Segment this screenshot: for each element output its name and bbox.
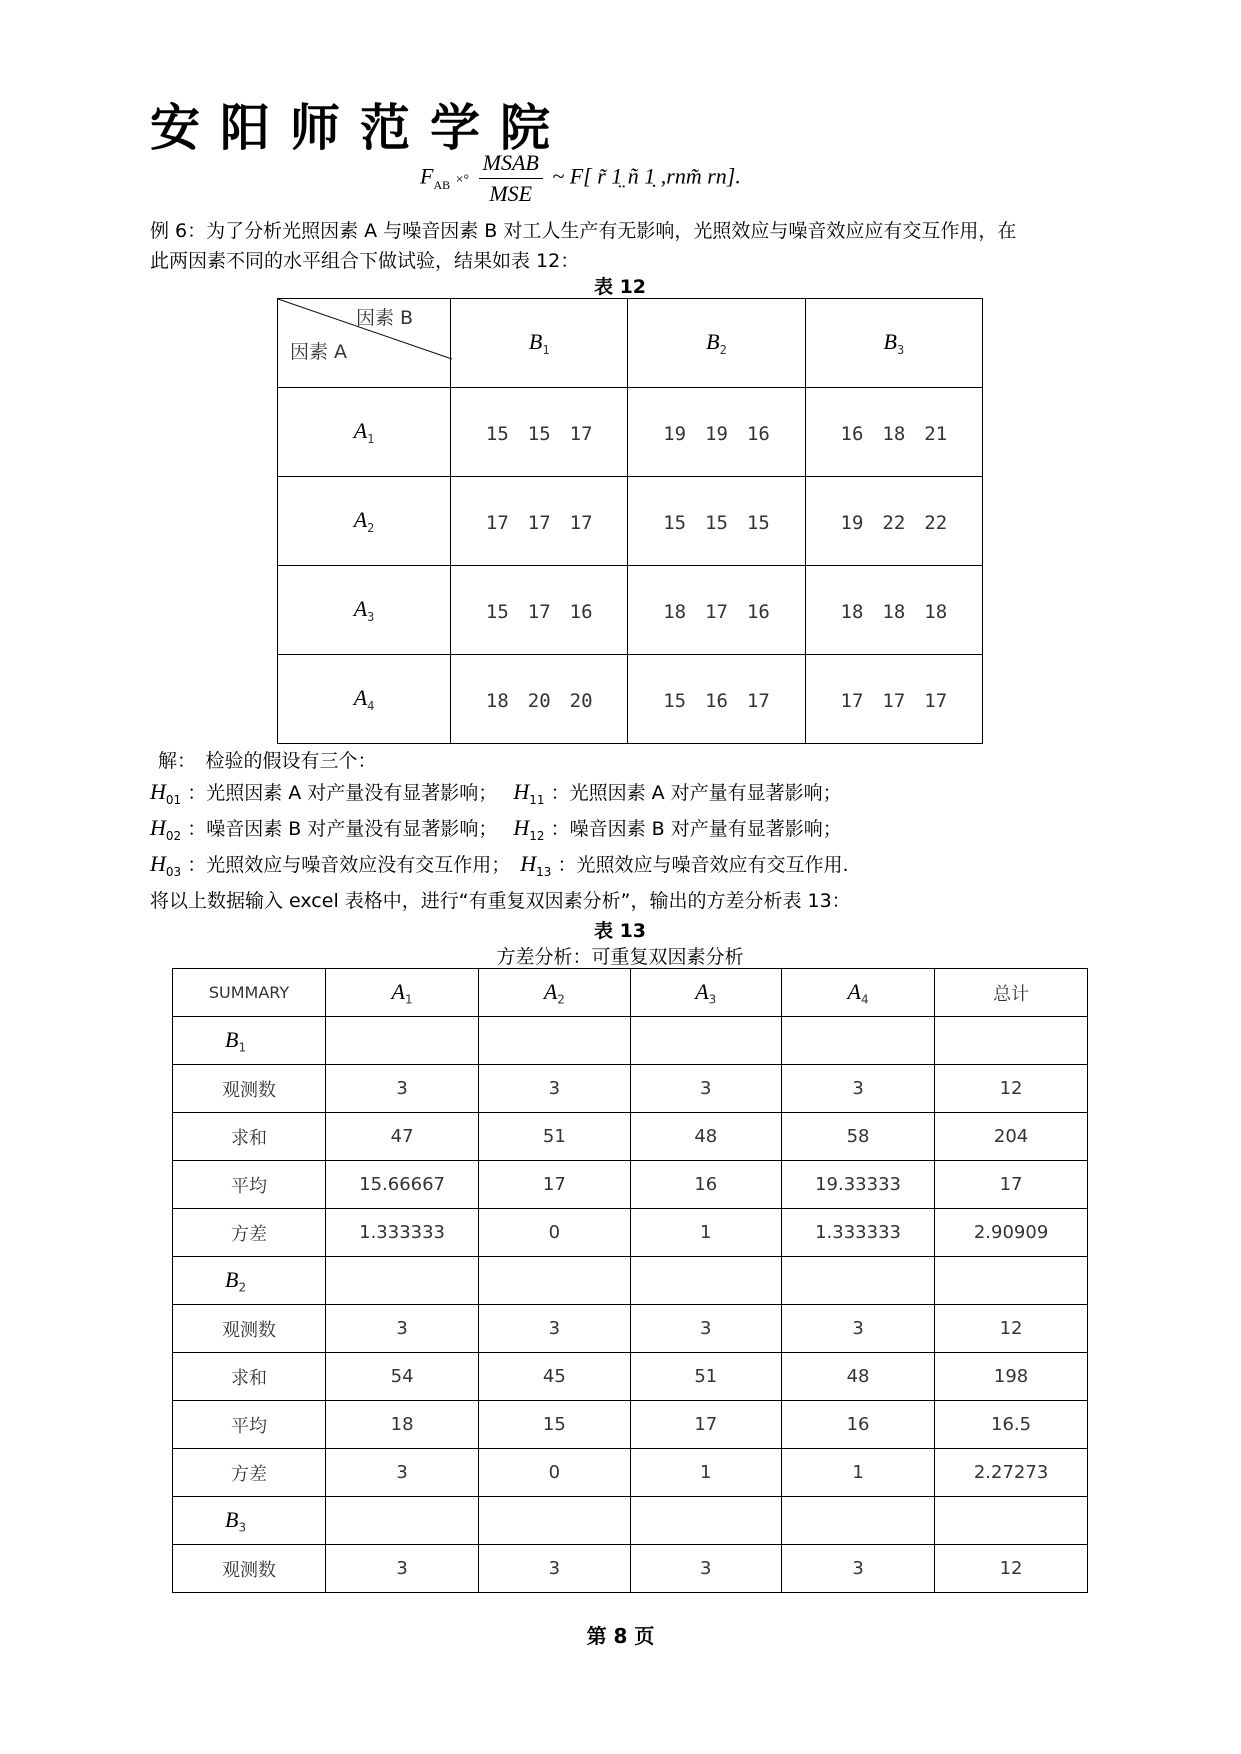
hypothesis-line-2: $H_{02}$ ：噪音因素 B 对产量没有显著影响； $H_{12}$ ：噪音因素 B 对产量有显著影响；	[150, 815, 842, 843]
table13-row-label: 平均	[173, 1161, 326, 1209]
table12-corner-cell	[278, 299, 451, 388]
table13-group-label: $B_3$	[173, 1497, 326, 1545]
table-row	[278, 655, 983, 744]
table-cell	[326, 1497, 479, 1545]
table-cell: 51	[479, 1113, 630, 1161]
table-cell: 0	[479, 1449, 630, 1497]
table-cell: 1.333333	[326, 1209, 479, 1257]
table-cell: 16 18 21	[805, 388, 982, 477]
table13-row-label: 求和	[173, 1113, 326, 1161]
table-row	[173, 1449, 1088, 1497]
table12-col-b1: $B_1$	[451, 299, 628, 388]
table-cell: 17	[479, 1161, 630, 1209]
table-cell: 3	[781, 1065, 934, 1113]
table-cell: 204	[935, 1113, 1088, 1161]
table13-group-row	[173, 1497, 1088, 1545]
table13-caption: 表 13	[593, 920, 647, 942]
table-cell: 17 17 17	[805, 655, 982, 744]
table-cell: 58	[781, 1113, 934, 1161]
table12-col-b2: $B_2$	[628, 299, 805, 388]
table-cell: 17	[935, 1161, 1088, 1209]
table12-header-row	[278, 299, 983, 388]
table-cell: 3	[781, 1305, 934, 1353]
table-cell: 3	[630, 1065, 781, 1113]
table-row	[173, 1305, 1088, 1353]
table-cell	[326, 1017, 479, 1065]
table13-header-a4: $A_4$	[781, 969, 934, 1017]
example-line-2: 此两因素不同的水平组合下做试验，结果如表 12：	[150, 250, 580, 272]
table12-row-a3: $A_3$	[278, 566, 451, 655]
table-cell: 15 16 17	[628, 655, 805, 744]
table13-group-row	[173, 1017, 1088, 1065]
table13-group-label: $B_2$	[173, 1257, 326, 1305]
table12-caption: 表 12	[593, 276, 647, 298]
solution-outro: 将以上数据输入 excel 表格中，进行“有重复双因素分析”，输出的方差分析表 13：	[150, 890, 851, 912]
table-cell: 16	[630, 1161, 781, 1209]
table-cell: 3	[479, 1305, 630, 1353]
table-cell: 15 15 17	[451, 388, 628, 477]
table-cell: 19.33333	[781, 1161, 934, 1209]
table13-row-label: 方差	[173, 1449, 326, 1497]
table-row	[278, 566, 983, 655]
formula-denominator: MSE	[489, 181, 533, 206]
table-cell	[781, 1497, 934, 1545]
table-cell: 12	[935, 1065, 1088, 1113]
corner-factor-a: 因素 A	[290, 341, 348, 363]
table-cell: 18	[326, 1401, 479, 1449]
table-row	[278, 477, 983, 566]
table-cell: 17 17 17	[451, 477, 628, 566]
table-row	[173, 1353, 1088, 1401]
table-cell: 15 17 16	[451, 566, 628, 655]
table-cell: 45	[479, 1353, 630, 1401]
table-row	[173, 1209, 1088, 1257]
table-cell: 3	[326, 1545, 479, 1593]
table-cell: 1	[630, 1449, 781, 1497]
table-cell	[935, 1017, 1088, 1065]
table12-row-a1: $A_1$	[278, 388, 451, 477]
table13-row-label: 方差	[173, 1209, 326, 1257]
table-cell: 1	[630, 1209, 781, 1257]
table-row	[278, 388, 983, 477]
table-cell: 3	[630, 1545, 781, 1593]
table13-header-a1: $A_1$	[326, 969, 479, 1017]
table-cell: 48	[630, 1113, 781, 1161]
table13-header-a2: $A_2$	[479, 969, 630, 1017]
table-row	[173, 1161, 1088, 1209]
table-row	[173, 1113, 1088, 1161]
solution-intro: 解： 检验的假设有三个：	[158, 750, 377, 772]
table-cell: 19 22 22	[805, 477, 982, 566]
table12-row-a4: $A_4$	[278, 655, 451, 744]
table-cell: 3	[630, 1305, 781, 1353]
table-cell: 15 15 15	[628, 477, 805, 566]
table-cell	[781, 1017, 934, 1065]
table-cell	[935, 1497, 1088, 1545]
table12-col-b3: $B_3$	[805, 299, 982, 388]
table13-row-label: 观测数	[173, 1065, 326, 1113]
table-cell: 2.90909	[935, 1209, 1088, 1257]
table-cell: 18 20 20	[451, 655, 628, 744]
table-cell: 3	[479, 1065, 630, 1113]
corner-factor-b: 因素 B	[356, 307, 414, 329]
formula-lhs-sub: AB	[433, 177, 451, 192]
table-cell	[479, 1497, 630, 1545]
table-cell: 3	[326, 1449, 479, 1497]
table-cell: 3	[326, 1305, 479, 1353]
table-cell: 15.66667	[326, 1161, 479, 1209]
table13-group-label: $B_1$	[173, 1017, 326, 1065]
table13-header-total: 总计	[935, 969, 1088, 1017]
f-statistic-formula	[420, 150, 741, 207]
table-cell: 47	[326, 1113, 479, 1161]
table12	[277, 298, 983, 744]
formula-lhs: F	[420, 163, 434, 189]
table-cell	[935, 1257, 1088, 1305]
table13-header-summary: SUMMARY	[173, 969, 326, 1017]
table12-row-a2: $A_2$	[278, 477, 451, 566]
example-line-1: 例 6：为了分析光照因素 A 与噪音因素 B 对工人生产有无影响，光照效应与噪音效应应有交互作用，在	[150, 220, 1017, 242]
table-cell	[479, 1257, 630, 1305]
page-number: 第 8 页	[586, 1624, 655, 1648]
table-cell: 51	[630, 1353, 781, 1401]
table-cell	[630, 1257, 781, 1305]
table13-subcaption: 方差分析：可重复双因素分析	[496, 946, 744, 968]
table-row	[173, 1065, 1088, 1113]
table-cell: 16.5	[935, 1401, 1088, 1449]
table-cell: 54	[326, 1353, 479, 1401]
table13-header-row	[173, 969, 1088, 1017]
table-cell: 18 18 18	[805, 566, 982, 655]
table-cell: 15	[479, 1401, 630, 1449]
table13-row-label: 平均	[173, 1401, 326, 1449]
hypothesis-line-3: $H_{03}$ ：光照效应与噪音效应没有交互作用； $H_{13}$ ：光照效应与噪音效应有交互作用.	[150, 851, 849, 879]
table13-row-label: 观测数	[173, 1545, 326, 1593]
example-paragraph	[150, 216, 1120, 276]
table13-header-a3: $A_3$	[630, 969, 781, 1017]
table13-row-label: 观测数	[173, 1305, 326, 1353]
table-cell: 198	[935, 1353, 1088, 1401]
table-cell	[630, 1497, 781, 1545]
formula-mid: ×°	[455, 172, 470, 188]
table-cell: 16	[781, 1401, 934, 1449]
table-row	[173, 1545, 1088, 1593]
table-cell	[630, 1017, 781, 1065]
table-cell: 1.333333	[781, 1209, 934, 1257]
table13-row-label: 求和	[173, 1353, 326, 1401]
table-cell: 17	[630, 1401, 781, 1449]
table-cell: 19 19 16	[628, 388, 805, 477]
institution-title: 安阳师范学院	[150, 98, 570, 157]
table-cell	[326, 1257, 479, 1305]
formula-numerator: MSAB	[479, 150, 543, 179]
table-cell: 48	[781, 1353, 934, 1401]
table-cell: 3	[479, 1545, 630, 1593]
table-cell: 12	[935, 1545, 1088, 1593]
formula-fraction	[479, 150, 543, 207]
table-cell	[781, 1257, 934, 1305]
table13-group-row	[173, 1257, 1088, 1305]
table-cell: 1	[781, 1449, 934, 1497]
table-cell	[479, 1017, 630, 1065]
formula-rhs: ~ F[ r̃ 1̤ ñ 1̣ ,rnm̃ rn].	[552, 163, 741, 189]
table-cell: 3	[326, 1065, 479, 1113]
table-cell: 2.27273	[935, 1449, 1088, 1497]
table-cell: 12	[935, 1305, 1088, 1353]
table-row	[173, 1401, 1088, 1449]
table-cell: 18 17 16	[628, 566, 805, 655]
hypothesis-line-1: $H_{01}$ ：光照因素 A 对产量没有显著影响； $H_{11}$ ：光照因素 A 对产量有显著影响；	[150, 779, 842, 807]
table-cell: 3	[781, 1545, 934, 1593]
table-cell: 0	[479, 1209, 630, 1257]
table13	[172, 968, 1088, 1593]
